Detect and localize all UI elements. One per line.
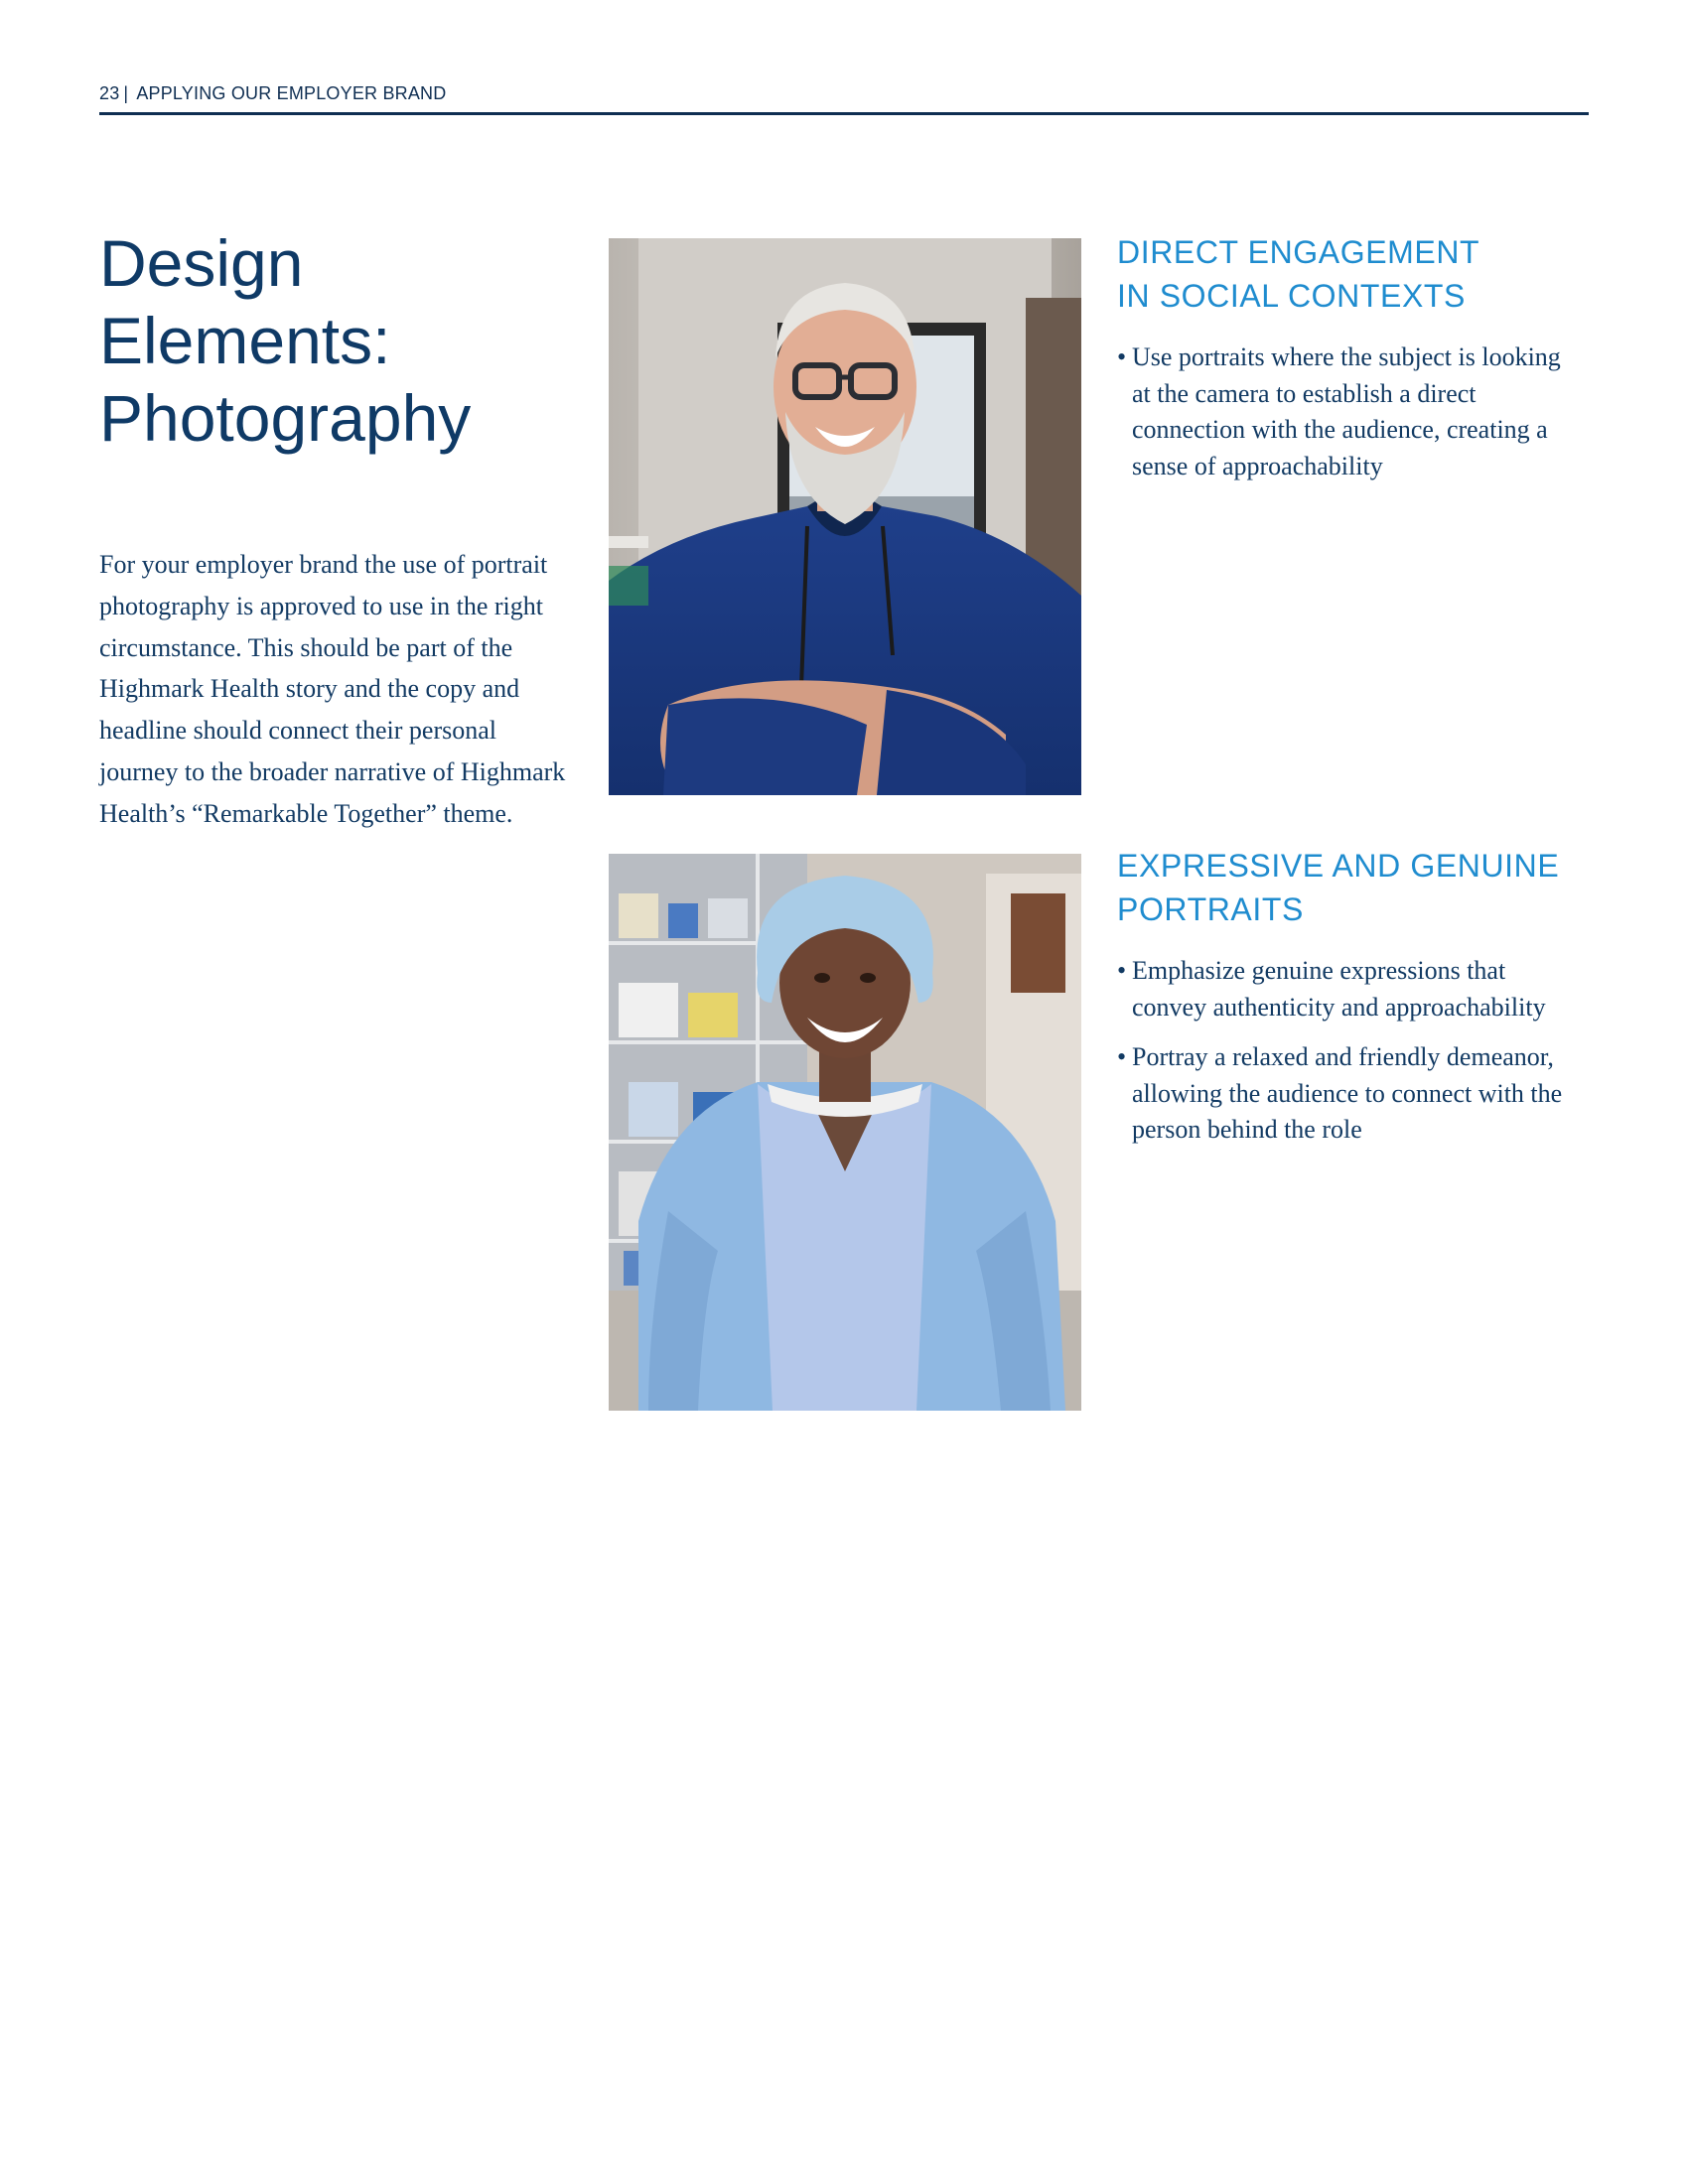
section-heading-line-2: IN SOCIAL CONTEXTS <box>1117 278 1467 314</box>
title-line-1: Design <box>99 226 304 300</box>
bullet-item <box>1117 1039 1584 1149</box>
bullet-text: Portray a relaxed and friendly demeanor, allowing the audience to connect with the person behind the role <box>1132 1042 1563 1144</box>
title-line-3: Photography <box>99 381 472 455</box>
bullet-icon: • <box>1117 1042 1127 1071</box>
section-heading <box>1117 230 1584 318</box>
portrait-photo-woman-scrubs <box>609 854 1081 1411</box>
section-heading-line-1: EXPRESSIVE AND GENUINE <box>1117 848 1560 884</box>
bullet-item <box>1117 340 1584 484</box>
bullet-list <box>1117 953 1584 1149</box>
bullet-item <box>1117 953 1584 1025</box>
bullet-icon: • <box>1117 956 1127 985</box>
header-separator: | <box>123 83 129 103</box>
section-expressive-portraits <box>1117 844 1584 1162</box>
section-direct-engagement <box>1117 230 1584 498</box>
header-section-title: APPLYING OUR EMPLOYER BRAND <box>136 83 447 103</box>
section-heading-line-2: PORTRAITS <box>1117 891 1304 927</box>
section-heading <box>1117 844 1584 931</box>
section-heading-line-1: DIRECT ENGAGEMENT <box>1117 234 1480 270</box>
header-rule <box>99 112 1589 115</box>
bullet-text: Use portraits where the subject is looking at the camera to establish a direct connection with the audience, creating a sense of approachability <box>1132 342 1561 480</box>
bullet-icon: • <box>1117 342 1127 371</box>
bullet-text: Emphasize genuine expressions that convey authenticity and approachability <box>1132 956 1546 1022</box>
bullet-list <box>1117 340 1584 484</box>
title-line-2: Elements: <box>99 304 391 377</box>
page-header <box>99 83 1589 104</box>
page-number: 23 <box>99 83 120 103</box>
intro-paragraph: For your employer brand the use of portrait photography is approved to use in the right circumstance. This should be part of the Highmark Health story and the copy and headline should connect their personal journey to the broader narrative of Highmark Health’s “Remarkable Together” theme. <box>99 550 566 828</box>
portrait-photo-man-scrubs <box>609 238 1081 795</box>
page-title <box>99 224 471 457</box>
